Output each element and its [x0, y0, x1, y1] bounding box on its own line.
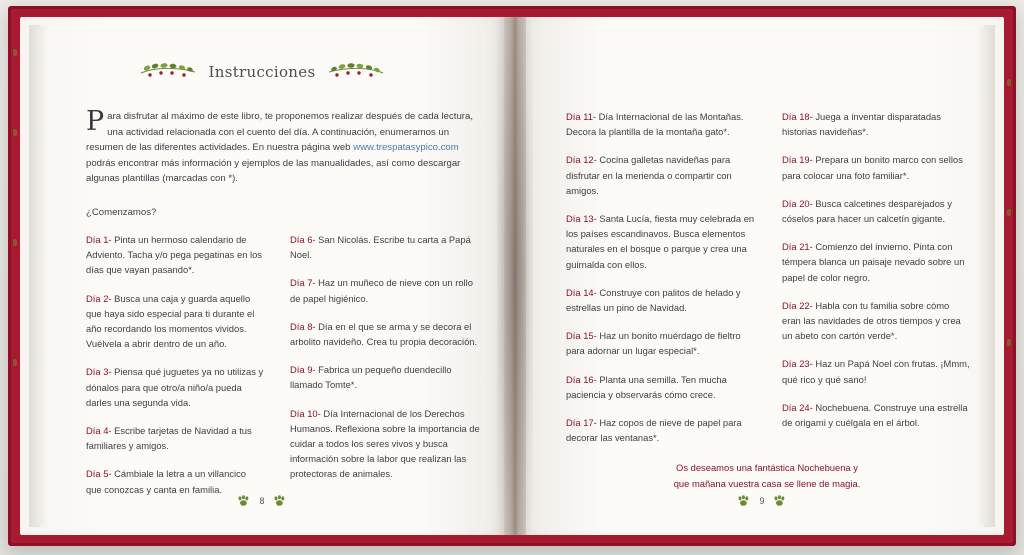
list-item [290, 232, 480, 262]
day-text: Santa Lucía, fiesta muy celebrada en los países escandinavos. Busca elementos naturales en el bosque o parque y crea una guirnalda con ellos. [566, 213, 755, 270]
day-label: Día 2- [86, 292, 112, 304]
day-label: Día 9- [290, 364, 316, 376]
list-item [782, 400, 970, 430]
right-page-footer [520, 495, 1004, 509]
right-column-1 [566, 109, 761, 458]
day-text: Día Internacional de los Derechos Humanos. Reflexiona sobre la importancia de cuidar a todos los seres vivos y busca información sobre la labor que realizan las protectoras de animales. [290, 407, 480, 480]
page-title: Instrucciones [208, 63, 316, 81]
day-text: Nochebuena. Construye una estrella de origami y cuélgala en el árbol. [782, 401, 968, 429]
day-label: Día 5- [86, 468, 112, 480]
day-text: Haz un bonito muérdago de fieltro para adornar un lugar especial*. [566, 330, 741, 357]
drop-cap: P [86, 106, 105, 137]
list-item [566, 415, 761, 445]
list-item [566, 211, 761, 272]
day-text: Busca calcetines desparejados y cóselos para hacer un calcetín gigante. [782, 197, 952, 225]
list-item [290, 319, 480, 349]
list-item [290, 362, 480, 392]
day-label: Día 19- [782, 154, 813, 166]
intro-paragraph [86, 106, 478, 187]
paw-print-icon [237, 495, 251, 507]
intro-text-part-1: ara disfrutar al máximo de este libro, te proponemos realizar después de cada lectura, una actividad relacionada con el cuento del día. A continuación, enumeramos un resumen de las diferentes actividades. En nuestra página web [86, 111, 473, 153]
day-label: Día 21- [782, 241, 813, 253]
list-item [290, 275, 480, 305]
list-item [782, 356, 970, 386]
list-item [86, 466, 264, 496]
day-text: San Nicolás. Escribe tu carta a Papá Noel. [290, 234, 471, 261]
day-label: Día 8- [290, 320, 316, 332]
day-text: Comienzo del invierno. Pinta con témpera blanca un paisaje nevado sobre un papel de color negro. [782, 241, 965, 283]
day-label: Día 20- [782, 197, 813, 209]
book-cover-inner [11, 9, 1013, 543]
day-label: Día 22- [782, 299, 813, 311]
closing-message [560, 460, 974, 491]
day-text: Fabrica un pequeño duendecillo llamado Tomte*. [290, 364, 452, 391]
decorative-fleck [13, 359, 17, 366]
day-label: Día 17- [566, 417, 597, 429]
decorative-fleck [13, 129, 17, 136]
day-text: Escribe tarjetas de Navidad a tus familiares y amigos. [86, 425, 252, 452]
list-item [290, 406, 480, 482]
list-item [86, 423, 264, 453]
day-label: Día 23- [782, 358, 813, 370]
list-item [566, 372, 761, 402]
list-item [782, 196, 970, 226]
list-item [566, 152, 761, 198]
decorative-fleck [13, 239, 17, 246]
day-text: Haz un muñeco de nieve con un rollo de papel higiénico. [290, 277, 473, 304]
list-item [566, 109, 761, 139]
list-item [86, 232, 264, 278]
decorative-fleck [1007, 339, 1011, 346]
day-label: Día 1- [86, 234, 112, 245]
left-column-2 [290, 232, 480, 495]
day-text: Cocina galletas navideñas para disfrutar en la merienda o compartir con amigos. [566, 154, 732, 196]
intro-question: ¿Comenzamos? [86, 207, 157, 218]
page-number: 9 [759, 496, 765, 506]
list-item [86, 364, 264, 410]
day-text: Construye con palitos de helado y estrellas un pino de Navidad. [566, 286, 741, 314]
day-text: Busca una caja y guarda aquello que haya sido especial para ti durante el año recordando los momentos vividos. Vuélvela a abrir dentro de un año. [86, 292, 255, 350]
book-spine-gutter [504, 17, 526, 535]
day-text: Pinta un hermoso calendario de Adviento. Tacha y/o pega pegatinas en los días que vayan pasando*. [86, 234, 262, 276]
day-text: Habla con tu familia sobre cómo eran las navidades de otros tiempos y crea un abeto con cartón verde*. [782, 299, 961, 342]
paw-print-icon [773, 495, 787, 507]
day-label: Día 12- [566, 154, 597, 166]
list-item [782, 109, 970, 139]
page-number: 8 [259, 496, 265, 506]
day-label: Día 11- [566, 111, 597, 122]
day-label: Día 13- [566, 213, 597, 225]
list-item [566, 285, 761, 315]
decorative-fleck [13, 49, 17, 56]
day-label: Día 3- [86, 366, 112, 378]
left-column-1 [86, 232, 264, 510]
day-label: Día 18- [782, 111, 813, 122]
list-item [782, 298, 970, 344]
day-text: Juega a inventar disparatadas historias navideñas*. [782, 111, 941, 138]
day-text: Planta una semilla. Ten mucha paciencia y observarás cómo crece. [566, 373, 727, 400]
closing-line-2: que mañana vuestra casa se llene de magia. [673, 477, 861, 489]
leaf-sprig-icon [325, 61, 387, 83]
right-page [520, 17, 1004, 535]
day-label: Día 4- [86, 425, 112, 437]
day-label: Día 16- [566, 373, 597, 385]
paw-print-icon [273, 495, 287, 507]
day-label: Día 7- [290, 277, 316, 289]
day-label: Día 10- [290, 407, 321, 419]
right-column-2 [782, 109, 970, 443]
decorative-fleck [1007, 209, 1011, 216]
decorative-fleck [1007, 79, 1011, 86]
day-text: Haz un Papá Noel con frutas. ¡Mmm, qué rico y qué sano! [782, 358, 970, 385]
open-book [8, 6, 1016, 546]
website-link[interactable]: www.trespatasypico.com [353, 142, 459, 153]
list-item [782, 239, 970, 285]
list-item [782, 152, 970, 182]
paw-print-icon [737, 495, 751, 507]
leaf-sprig-icon [137, 61, 199, 83]
day-text: Prepara un bonito marco con sellos para colocar una foto familiar*. [782, 154, 963, 181]
list-item [566, 328, 761, 358]
day-text: Haz copos de nieve de papel para decorar las ventanas*. [566, 417, 742, 444]
day-text: Piensa qué juguetes ya no utilizas y dónalos para que otro/a niño/a pueda darles una segunda vida. [86, 366, 264, 408]
day-label: Día 24- [782, 401, 813, 413]
list-item [86, 291, 264, 352]
left-page-footer [20, 495, 504, 509]
day-label: Día 6- [290, 234, 316, 245]
left-page-header [20, 61, 504, 88]
closing-line-1: Os deseamos una fantástica Nochebuena y [676, 462, 858, 473]
day-label: Día 15- [566, 330, 597, 342]
day-text: Cámbiale la letra a un villancico que conozcas y canta en familia. [86, 468, 246, 495]
day-text: Día en el que se arma y se decora el arbolito navideño. Crea tu propia decoración. [290, 320, 478, 348]
day-text: Día Internacional de las Montañas. Decora la plantilla de la montaña gato*. [566, 111, 744, 138]
day-label: Día 14- [566, 286, 597, 298]
intro-text-part-2: podrás encontrar más información y ejemplos de las manualidades, así como descargar algunas plantillas (marcadas con *). [86, 157, 461, 184]
left-page [20, 17, 504, 535]
